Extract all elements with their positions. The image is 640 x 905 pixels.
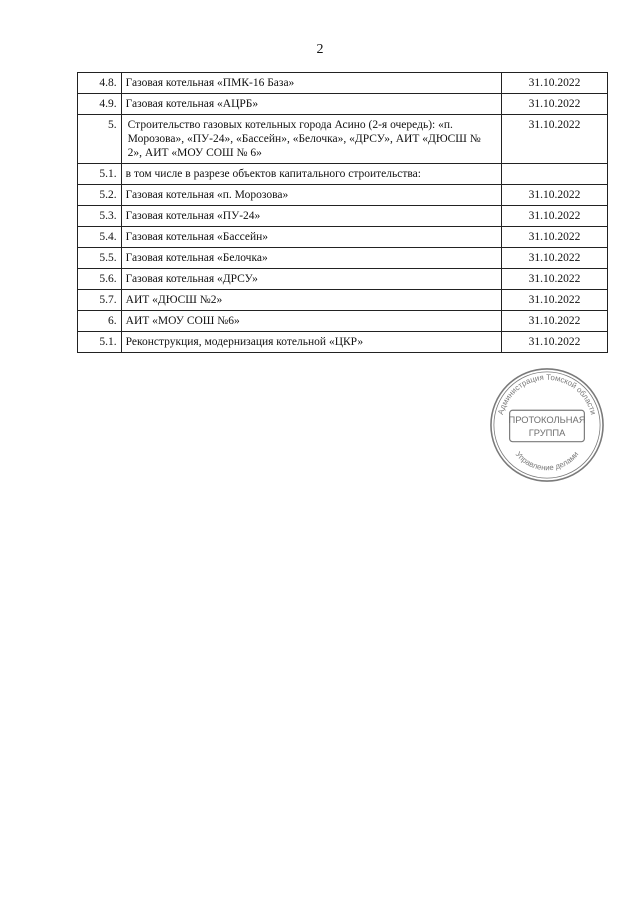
row-number: 5. [78,115,122,164]
table-row [78,311,608,332]
row-date: 31.10.2022 [501,269,607,290]
row-name: Газовая котельная «ПУ-24» [121,206,501,227]
stamp-bottom-text: Управление делами [513,449,581,473]
row-date: 31.10.2022 [501,227,607,248]
row-date: 31.10.2022 [501,94,607,115]
row-number: 5.6. [78,269,122,290]
stamp-outer-text: Администрация Томской области [496,372,598,416]
row-number: 6. [78,311,122,332]
stamp-center-line2: ГРУППА [528,427,566,438]
seal-stamp [488,366,606,484]
table-row [78,185,608,206]
table-row [78,115,608,164]
row-number: 5.7. [78,290,122,311]
page-number: 2 [316,42,324,57]
row-name: Газовая котельная «Белочка» [121,248,501,269]
row-number: 5.2. [78,185,122,206]
schedule-table [77,72,608,353]
row-number: 5.4. [78,227,122,248]
table-row [78,73,608,94]
row-date: 31.10.2022 [501,311,607,332]
table-row [78,332,608,353]
table-row [78,164,608,185]
row-date: 31.10.2022 [501,290,607,311]
row-date: 31.10.2022 [501,73,607,94]
row-name: АИТ «МОУ СОШ №6» [121,311,501,332]
row-number: 5.5. [78,248,122,269]
table-row [78,290,608,311]
row-name: Газовая котельная «АЦРБ» [121,94,501,115]
row-date: 31.10.2022 [501,185,607,206]
row-name: Газовая котельная «Бассейн» [121,227,501,248]
row-number: 5.1. [78,332,122,353]
row-date [501,164,607,185]
table-row [78,227,608,248]
table-row [78,206,608,227]
table-row [78,94,608,115]
row-name: Газовая котельная «ДРСУ» [121,269,501,290]
row-date: 31.10.2022 [501,206,607,227]
row-date: 31.10.2022 [501,332,607,353]
row-date: 31.10.2022 [501,248,607,269]
stamp-center-line1: ПРОТОКОЛЬНАЯ [508,415,586,426]
row-name: Газовая котельная «п. Морозова» [121,185,501,206]
row-name: АИТ «ДЮСШ №2» [121,290,501,311]
row-name: Реконструкция, модернизация котельной «ЦКР» [121,332,501,353]
row-number: 4.9. [78,94,122,115]
row-name: в том числе в разрезе объектов капитального строительства: [121,164,501,185]
row-date: 31.10.2022 [501,115,607,164]
row-name: Газовая котельная «ПМК-16 База» [121,73,501,94]
row-number: 5.1. [78,164,122,185]
table-row [78,269,608,290]
row-name: Строительство газовых котельных города Асино (2-я очередь): «п. Морозова», «ПУ-24», «Бассейн», «Белочка», «ДРСУ», АИТ «ДЮСШ № 2», АИТ «МОУ СОШ № 6» [121,115,501,164]
row-number: 4.8. [78,73,122,94]
row-number: 5.3. [78,206,122,227]
table-row [78,248,608,269]
